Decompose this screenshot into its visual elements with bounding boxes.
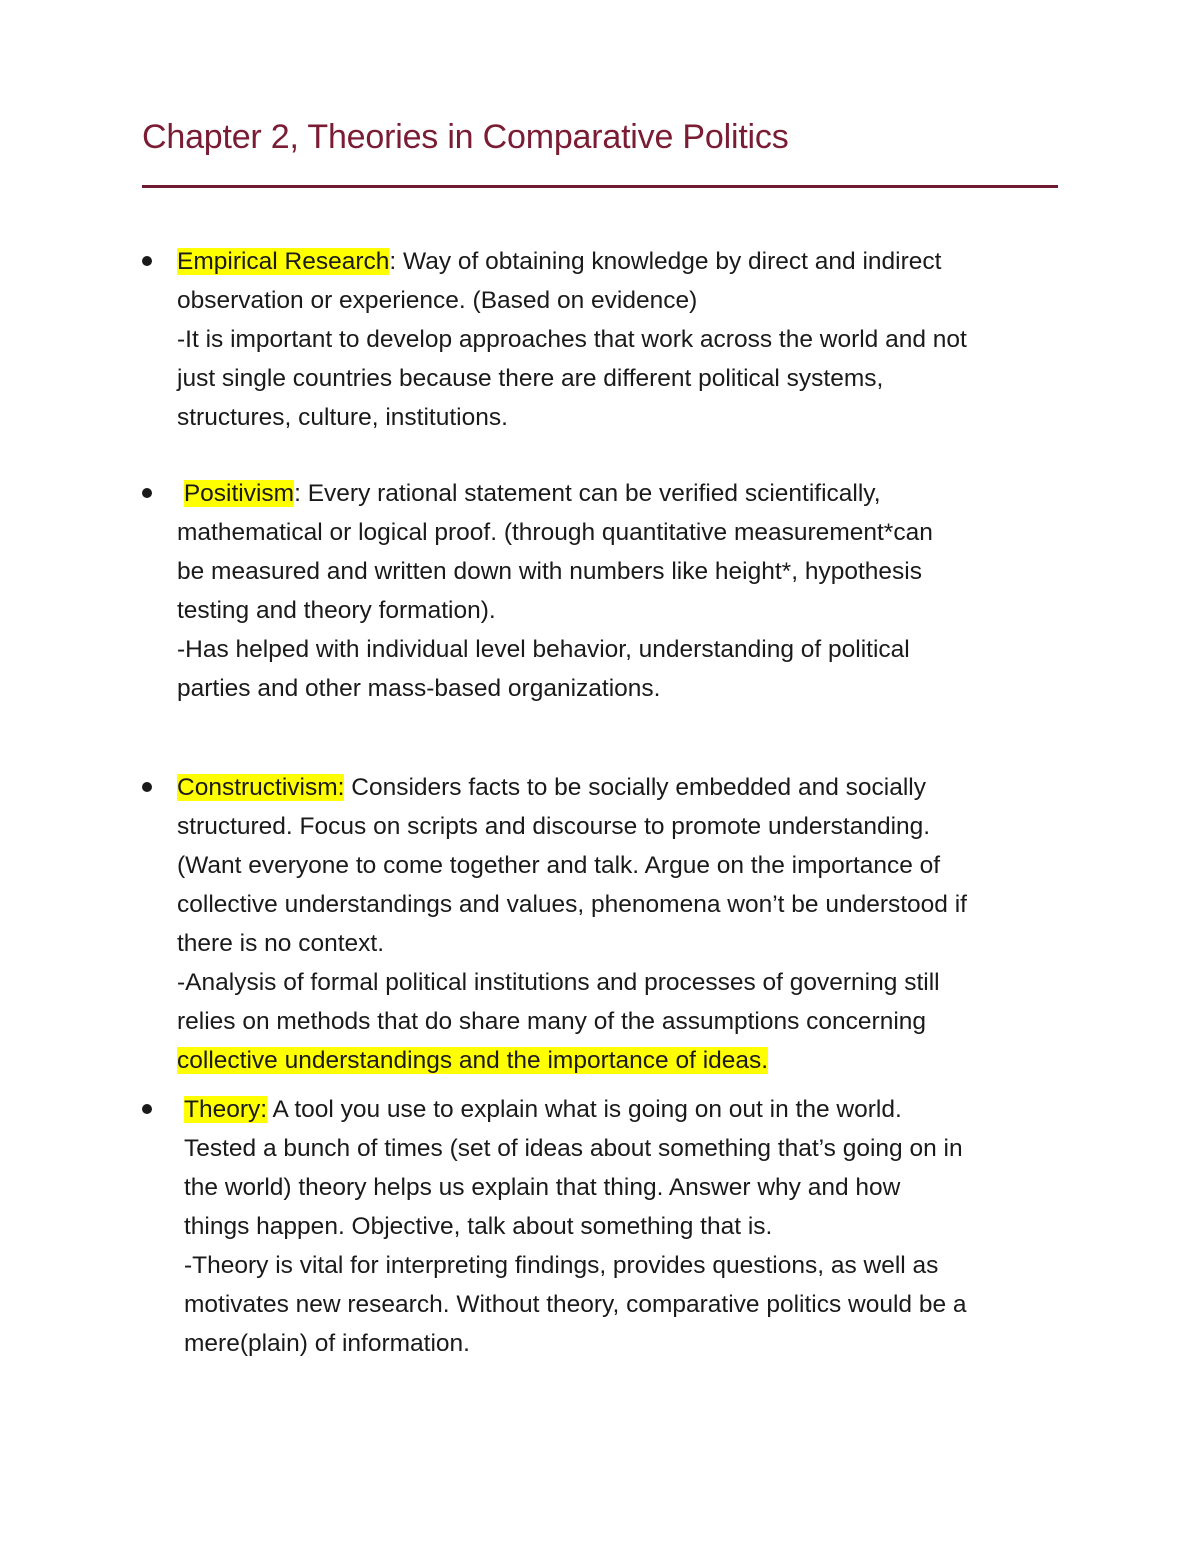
entry-line: relies on methods that do share many of the assumptions concerning [177, 1008, 927, 1035]
entry-line: just single countries because there are different political systems, [177, 365, 884, 392]
entry-line: motivates new research. Without theory, comparative politics would be a [184, 1291, 967, 1318]
entry-line: structures, culture, institutions. [177, 404, 508, 431]
entry-line: (Want everyone to come together and talk. Argue on the importance of [177, 852, 941, 879]
entry-line: mathematical or logical proof. (through quantitative measurement*can [177, 519, 933, 546]
entry-text [177, 474, 1077, 708]
entry-line [177, 242, 1077, 281]
entry-line [177, 474, 1077, 513]
title-underline [142, 185, 1058, 188]
entry-line: there is no context. [177, 930, 385, 957]
entry-line [177, 768, 1077, 807]
bullet-icon [142, 488, 152, 498]
entry-line: collective understandings and values, phenomena won’t be understood if [177, 891, 967, 918]
term-highlight: Empirical Research [177, 248, 390, 275]
entry-line: the world) theory helps us explain that thing. Answer why and how [184, 1174, 901, 1201]
bullet-icon [142, 1104, 152, 1114]
entry-line: things happen. Objective, talk about something that is. [184, 1213, 773, 1240]
entry-line: Tested a bunch of times (set of ideas about something that’s going on in [184, 1135, 963, 1162]
bullet-icon [142, 256, 152, 266]
term-highlight: Positivism [183, 480, 295, 507]
entry-line: structured. Focus on scripts and discourse to promote understanding. [177, 813, 931, 840]
entry-line: -It is important to develop approaches that work across the world and not [177, 326, 967, 353]
term-highlight: Theory: [184, 1096, 268, 1123]
entry-text [184, 1090, 1084, 1363]
definition-text: : Way of obtaining knowledge by direct and indirect [389, 248, 942, 275]
definition-text: Considers facts to be socially embedded and socially [344, 774, 926, 801]
entry-line: -Analysis of formal political institutions and processes of governing still [177, 969, 940, 996]
entry-line: observation or experience. (Based on evidence) [177, 287, 698, 314]
entry-line: -Has helped with individual level behavior, understanding of political [177, 636, 910, 663]
term-highlight: Constructivism: [177, 774, 345, 801]
highlighted-phrase: collective understandings and the importance of ideas. [177, 1047, 769, 1074]
entry-line: mere(plain) of information. [184, 1330, 470, 1357]
definition-text: A tool you use to explain what is going on out in the world. [267, 1096, 902, 1123]
entry-text [177, 768, 1077, 1080]
lead-space [177, 480, 184, 507]
entry-line: parties and other mass-based organizations. [177, 675, 661, 702]
entry-line: be measured and written down with numbers like height*, hypothesis [177, 558, 922, 585]
entry-line [184, 1090, 1084, 1129]
bullet-icon [142, 782, 152, 792]
page-title: Chapter 2, Theories in Comparative Politics [142, 118, 789, 156]
entry-line [177, 1041, 1077, 1080]
definition-text: : Every rational statement can be verified scientifically, [294, 480, 881, 507]
entry-line: testing and theory formation). [177, 597, 496, 624]
entry-line: -Theory is vital for interpreting findings, provides questions, as well as [184, 1252, 939, 1279]
entry-text [177, 242, 1077, 437]
